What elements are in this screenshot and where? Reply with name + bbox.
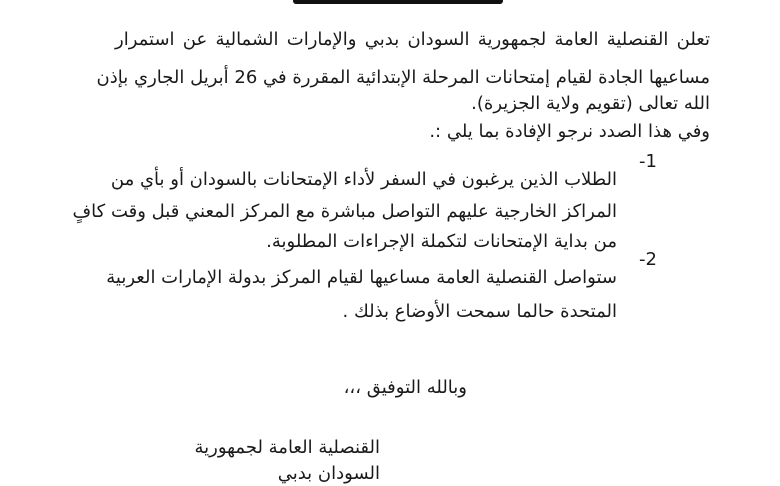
list-item-number: -2 (639, 249, 657, 270)
closing-phrase: وبالله التوفيق ،،، (343, 377, 467, 398)
list-item-line: المراكز الخارجية عليهم التواصل مباشرة مع المركز المعني قبل وقت كافٍ (72, 201, 617, 222)
list-item-line: المتحدة حالما سمحت الأوضاع بذلك . (342, 301, 617, 322)
list-item-number: -1 (639, 151, 657, 172)
header-bar (293, 0, 503, 4)
signature-line-2: السودان بدبي (277, 463, 380, 484)
intro-line-3: الله تعالى (تقويم ولاية الجزيرة). (471, 93, 710, 114)
signature-line-1: القنصلية العامة لجمهورية (194, 437, 380, 458)
list-item-line: الطلاب الذين يرغبون في السفر لأداء الإمتحانات بالسودان أو بأي من (110, 169, 617, 190)
intro-line-4: وفي هذا الصدد نرجو الإفادة بما يلي :. (429, 121, 710, 142)
intro-line-2: مساعيها الجادة لقيام إمتحانات المرحلة الإبتدائية المقررة في 26 أبريل الجاري بإذن (96, 67, 710, 88)
list-item-line: ستواصل القنصلية العامة مساعيها لقيام المركز بدولة الإمارات العربية (106, 267, 617, 288)
list-item-line: من بداية الإمتحانات لتكملة الإجراءات المطلوبة. (266, 231, 617, 252)
intro-line-1: تعلن القنصلية العامة لجمهورية السودان بدبي والإمارات الشمالية عن استمرار (115, 29, 710, 50)
